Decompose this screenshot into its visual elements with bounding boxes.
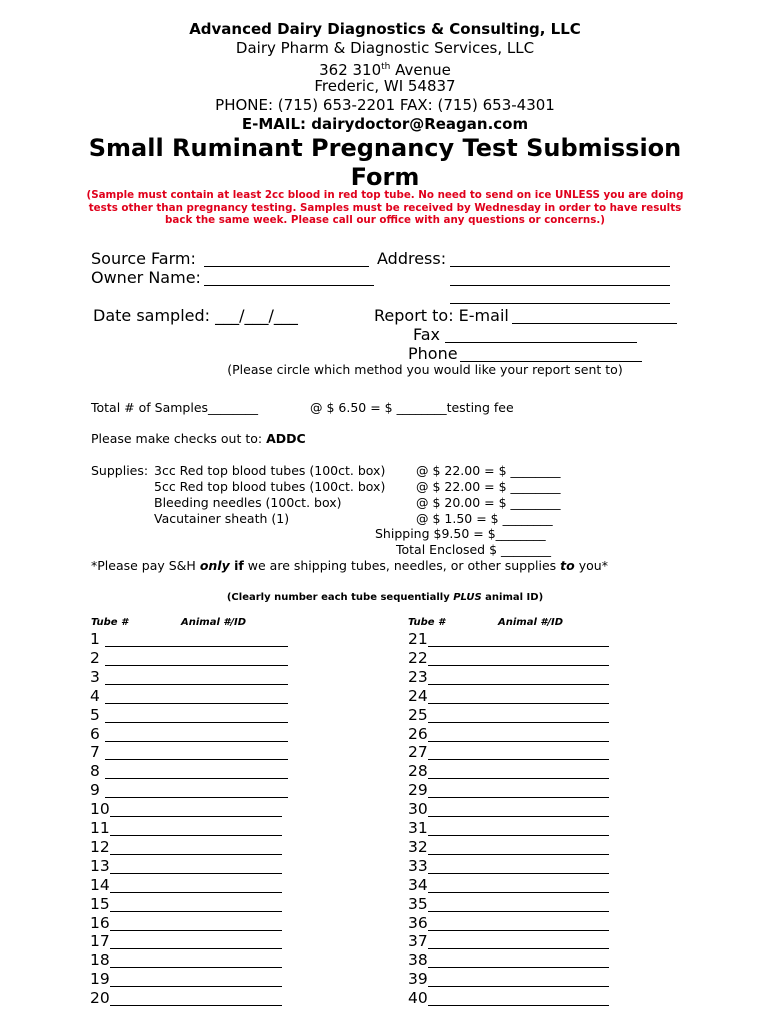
tube-number: 31 [408,819,428,837]
tube-animal-id-field[interactable] [428,816,609,817]
tube-animal-id-field[interactable] [428,948,609,949]
tube-animal-id-field[interactable] [105,759,288,760]
tube-number: 28 [408,762,428,781]
supply-item-name: Vacutainer sheath (1) [154,511,290,526]
tube-number: 9 [90,781,100,800]
tube-number: 29 [408,781,428,800]
total-samples[interactable]: Total # of Samples________ [91,400,259,415]
tube-number: 3 [90,667,100,686]
tube-animal-id-field[interactable] [428,684,609,685]
tube-number: 23 [408,667,428,686]
report-fax-field[interactable] [445,342,637,343]
shipping-line[interactable]: Shipping $9.50 = $________ [375,526,546,541]
col-header-animal-right: Animal #/ID [498,617,563,628]
tube-number: 12 [90,837,110,856]
owner-name-label: Owner Name: [91,268,201,287]
address-field-3[interactable] [450,303,670,304]
circle-method-note: (Please circle which method you would like your report sent to) [227,362,623,377]
tube-animal-id-field[interactable] [428,854,609,855]
tube-number: 10 [90,800,110,819]
city-state-zip: Frederic, WI 54837 [314,77,456,95]
tube-animal-id-field[interactable] [428,722,609,723]
tube-number: 32 [408,837,428,856]
address-field-1[interactable] [450,266,670,267]
tube-number: 13 [90,856,110,875]
supply-item-price[interactable]: @ $ 20.00 = $ ________ [416,495,561,510]
tube-animal-id-field[interactable] [110,967,282,968]
sample-note-2: tests other than pregnancy testing. Samples must be received by Wednesday in order to have results [88,201,682,214]
tube-animal-id-field[interactable] [428,930,609,931]
source-farm-label: Source Farm: [91,249,196,268]
tube-number: 11 [90,819,110,837]
tube-number: 40 [408,989,428,1008]
testing-fee[interactable]: @ $ 6.50 = $ ________testing fee [310,400,514,415]
tube-animal-id-field[interactable] [110,892,282,893]
tube-number: 1 [90,630,100,648]
tube-animal-id-field[interactable] [105,684,288,685]
tube-animal-id-field[interactable] [110,873,282,874]
tube-animal-id-field[interactable] [105,665,288,666]
report-phone-label: Phone [408,344,458,363]
tube-number: 24 [408,686,428,705]
tube-number: 33 [408,856,428,875]
tube-number: 16 [90,913,110,932]
tube-number: 25 [408,705,428,724]
address-label: Address: [377,249,447,268]
shipping-note: *Please pay S&H only if we are shipping tubes, needles, or other supplies to you* [91,558,608,573]
tube-animal-id-field[interactable] [105,646,288,647]
sample-note-1: (Sample must contain at least 2cc blood in red top tube. No need to send on ice UNLESS you are doing [86,189,684,201]
col-header-tube-left: Tube # [91,617,129,628]
checks-payee: ADDC [266,431,306,446]
col-header-tube-right: Tube # [408,617,446,628]
tube-number: 18 [90,951,110,970]
tube-number: 37 [408,932,428,951]
tube-number: 15 [90,894,110,913]
company-name: Advanced Dairy Diagnostics & Consulting, LLC [189,20,581,38]
tube-animal-id-field[interactable] [428,986,609,987]
tube-number: 2 [90,648,100,667]
tube-animal-id-field[interactable] [428,892,609,893]
supplies-label: Supplies: [91,463,149,478]
supply-item-price[interactable]: @ $ 22.00 = $ ________ [416,463,561,478]
date-sampled-field[interactable]: ___/___/___ [215,306,298,325]
tube-animal-id-field[interactable] [428,703,609,704]
report-email-field[interactable] [512,323,677,324]
col-header-animal-left: Animal #/ID [181,617,246,628]
tube-animal-id-field[interactable] [428,967,609,968]
tube-number: 22 [408,648,428,667]
tube-number: 19 [90,970,110,989]
tube-animal-id-field[interactable] [110,816,282,817]
checks-payable: Please make checks out to: ADDC [91,431,306,446]
tube-number: 34 [408,875,428,894]
division-name: Dairy Pharm & Diagnostic Services, LLC [235,39,535,57]
total-enclosed[interactable]: Total Enclosed $ ________ [396,542,552,557]
tube-animal-id-field[interactable] [105,703,288,704]
report-fax-label: Fax [413,325,441,344]
tube-animal-id-field[interactable] [428,797,609,798]
tube-animal-id-field[interactable] [105,741,288,742]
form-title: Small Ruminant Pregnancy Test Submission [88,134,682,162]
tube-animal-id-field[interactable] [110,986,282,987]
tube-animal-id-field[interactable] [428,835,609,836]
sample-note-3: back the same week. Please call our office with any questions or concerns.) [165,214,605,226]
address-field-2[interactable] [450,285,670,286]
tube-animal-id-field[interactable] [428,778,609,779]
tube-number: 35 [408,894,428,913]
tube-animal-id-field[interactable] [110,835,282,836]
tube-animal-id-field[interactable] [105,797,288,798]
report-email-label: Report to: E-mail [374,306,509,325]
tube-number: 7 [90,743,100,762]
tube-instruction: (Clearly number each tube sequentially PLUS animal ID) [226,592,544,603]
form-title-line2: Form [350,163,420,191]
supply-item-name: 5cc Red top blood tubes (100ct. box) [154,479,386,494]
tube-animal-id-field[interactable] [110,930,282,931]
tube-number: 20 [90,989,110,1008]
owner-name-field[interactable] [204,285,374,286]
supply-item-name: 3cc Red top blood tubes (100ct. box) [154,463,386,478]
tube-number: 6 [90,724,100,743]
supply-item-name: Bleeding needles (100ct. box) [154,495,342,510]
phone-fax: PHONE: (715) 653-2201 FAX: (715) 653-4301 [215,96,555,114]
tube-number: 36 [408,913,428,932]
date-sampled-label: Date sampled: ___/___/___ [93,306,298,325]
tube-number: 38 [408,951,428,970]
tube-number: 8 [90,762,100,781]
tube-number: 27 [408,743,428,762]
tube-number: 26 [408,724,428,743]
tube-number: 5 [90,705,100,724]
tube-animal-id-field[interactable] [428,1005,609,1006]
tube-animal-id-field[interactable] [105,722,288,723]
email-line: E-MAIL: dairydoctor@Reagan.com [241,115,529,133]
tube-number: 17 [90,932,110,951]
tube-animal-id-field[interactable] [110,948,282,949]
tube-animal-id-field[interactable] [428,759,609,760]
street-address: 362 310th Avenue [319,61,451,79]
supply-item-price[interactable]: @ $ 22.00 = $ ________ [416,479,561,494]
tube-animal-id-field[interactable] [428,911,609,912]
tube-animal-id-field[interactable] [428,873,609,874]
tube-animal-id-field[interactable] [428,646,609,647]
tube-animal-id-field[interactable] [428,741,609,742]
tube-animal-id-field[interactable] [428,665,609,666]
tube-number: 4 [90,686,100,705]
source-farm-field[interactable] [204,266,369,267]
tube-number: 39 [408,970,428,989]
tube-number: 30 [408,800,428,819]
tube-number: 21 [408,630,428,648]
tube-animal-id-field[interactable] [105,778,288,779]
tube-number: 14 [90,875,110,894]
tube-animal-id-field[interactable] [110,911,282,912]
tube-animal-id-field[interactable] [110,1005,282,1006]
supply-item-price[interactable]: @ $ 1.50 = $ ________ [416,511,553,526]
tube-animal-id-field[interactable] [110,854,282,855]
